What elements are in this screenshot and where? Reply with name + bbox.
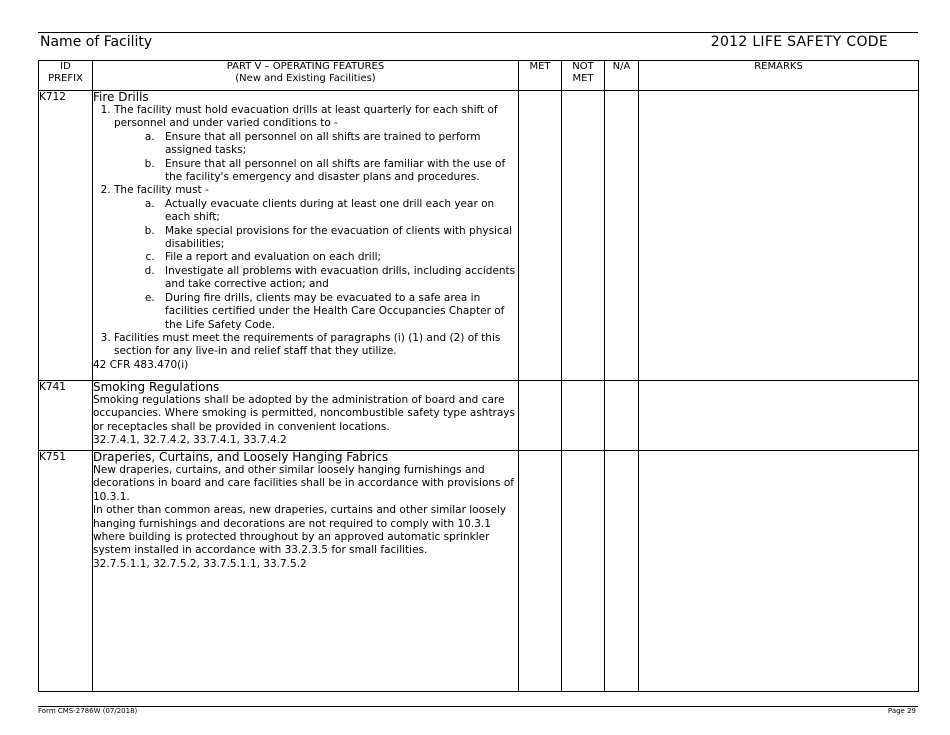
- list-item: 2. The facility must - a. Actually evacuate clients during at least one drill each year on each shift; b. Make special provisions for the evacuation of clients with physical disabilities; c. File a report and evaluation on each drill; d. Investigate all problems with evacuation drills, including accidents and take corrective action; and e. During fire drills, clients may be evacuated to a safe area in facilities certified under the Health Care Occupancies Chapter of the Life Safety Code.: [114, 184, 518, 331]
- code-title: 2012 LIFE SAFETY CODE: [710, 34, 888, 50]
- na-cell[interactable]: [605, 381, 639, 451]
- met-cell[interactable]: [519, 91, 562, 381]
- list-item: 3. Facilities must meet the requirements of paragraphs (i) (1) and (2) of this section for any live-in and relief staff that they utilize.: [114, 332, 518, 359]
- remarks-cell[interactable]: [639, 451, 919, 692]
- met-header: MET: [519, 61, 562, 91]
- feature-title: Fire Drills: [93, 90, 149, 104]
- list-item: c. File a report and evaluation on each drill;: [158, 251, 518, 264]
- feature-title: Smoking Regulations: [93, 380, 220, 394]
- table-row: [39, 91, 919, 381]
- operating-features-table: [38, 60, 919, 692]
- not-met-cell[interactable]: [562, 451, 605, 692]
- remarks-header: REMARKS: [639, 61, 919, 91]
- na-cell[interactable]: [605, 451, 639, 692]
- list-item: b. Ensure that all personnel on all shifts are familiar with the use of the facility's emergency and disaster plans and procedures.: [158, 158, 518, 185]
- footer-rule: [38, 706, 918, 707]
- feature-text: New draperies, curtains, and other similar loosely hanging furnishings and decorations in board and care facilities shall be in accordance with provisions of 10.3.1.: [93, 464, 514, 503]
- regulation-reference: 42 CFR 483.470(i): [93, 358, 189, 371]
- list-item: a. Actually evacuate clients during at least one drill each year on each shift;: [158, 198, 518, 225]
- feature-title: Draperies, Curtains, and Loosely Hanging Fabrics: [93, 450, 389, 464]
- remarks-cell[interactable]: [639, 91, 919, 381]
- met-cell[interactable]: [519, 381, 562, 451]
- form-number: Form CMS-2786W (07/2018): [38, 707, 138, 715]
- remarks-cell[interactable]: [639, 381, 919, 451]
- table-row: [39, 381, 919, 451]
- page-number: Page 29: [887, 707, 916, 715]
- list-item: 1. The facility must hold evacuation drills at least quarterly for each shift of personnel and under varied conditions to - a. Ensure that all personnel on all shifts are trained to perform assigned tasks; b. Ensure that all personnel on all shifts are familiar with the use of the facility's emergency and disaster plans and procedures.: [114, 104, 518, 184]
- facility-name-label: Name of Facility: [40, 34, 153, 50]
- not-met-cell[interactable]: [562, 381, 605, 451]
- requirement-list: [93, 104, 518, 359]
- feature-cell: [93, 91, 519, 381]
- id-prefix-cell: K712: [39, 91, 93, 381]
- header-rule: [38, 32, 918, 33]
- na-header: N/A: [605, 61, 639, 91]
- list-item: a. Ensure that all personnel on all shifts are trained to perform assigned tasks;: [158, 131, 518, 158]
- feature-text: In other than common areas, new draperies, curtains and other similar loosely hanging furnishings and decorations are not required to comply with 10.3.1 where building is protected throughout by an approved automatic sprinkler system installed in accordance with 33.2.3.5 for small facilities.: [93, 504, 507, 557]
- not-met-header: NOT MET: [562, 61, 605, 91]
- table-header-row: [39, 61, 919, 91]
- feature-cell: [93, 381, 519, 451]
- list-item: d. Investigate all problems with evacuation drills, including accidents and take corrective action; and: [158, 265, 518, 292]
- id-prefix-cell: K751: [39, 451, 93, 692]
- id-prefix-header: ID PREFIX: [39, 61, 93, 91]
- na-cell[interactable]: [605, 91, 639, 381]
- feature-cell: [93, 451, 519, 692]
- not-met-cell[interactable]: [562, 91, 605, 381]
- regulation-reference: 32.7.4.1, 32.7.4.2, 33.7.4.1, 33.7.4.2: [93, 434, 287, 447]
- table-row: [39, 451, 919, 692]
- list-item: e. During fire drills, clients may be evacuated to a safe area in facilities certified under the Health Care Occupancies Chapter of the Life Safety Code.: [158, 292, 518, 332]
- regulation-reference: 32.7.5.1.1, 32.7.5.2, 33.7.5.1.1, 33.7.5.2: [93, 557, 307, 570]
- operating-features-header: PART V – OPERATING FEATURES (New and Existing Facilities): [93, 61, 519, 91]
- met-cell[interactable]: [519, 451, 562, 692]
- list-item: b. Make special provisions for the evacuation of clients with physical disabilities;: [158, 225, 518, 252]
- id-prefix-cell: K741: [39, 381, 93, 451]
- feature-text: Smoking regulations shall be adopted by the administration of board and care occupancies. Where smoking is permitted, noncombustible safety type ashtrays or receptacles shall be provided in convenient locations.: [93, 394, 515, 433]
